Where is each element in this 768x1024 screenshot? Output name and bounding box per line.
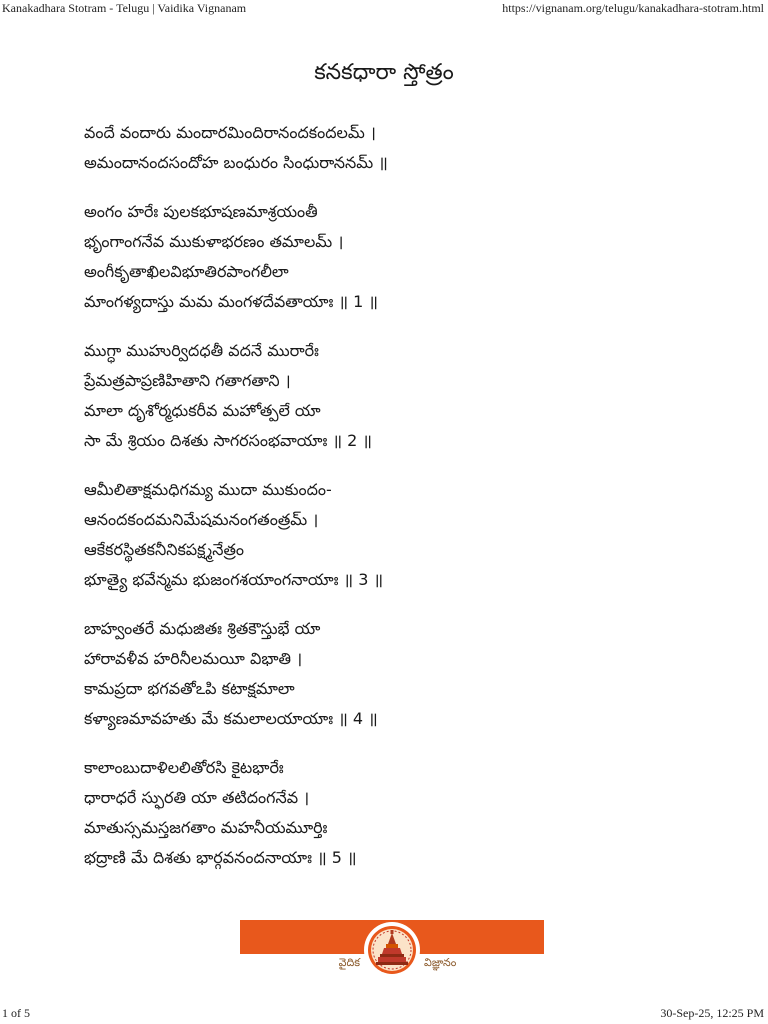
- stanza: [84, 614, 704, 734]
- print-header: [0, 0, 768, 18]
- print-page-url[interactable]: https://vignanam.org/telugu/kanakadhara-stotram.html: [502, 1, 764, 15]
- verse-line: భద్రాణి మే దిశతు భార్గవనందనాయాః ॥ 5 ॥: [84, 848, 357, 867]
- verse-line: ఆకేకరస్థితకనీనికపక్ష్మనేత్రం: [84, 540, 245, 559]
- document-title: కనకధారా స్తోత్రం: [314, 60, 454, 85]
- verse-line: భూత్యై భవేన్మమ భుజంగశయాంగనాయాః ॥ 3 ॥: [84, 570, 384, 589]
- verse-line: అమందానందసందోహ బంధురం సింధురాననమ్ ॥: [84, 153, 388, 172]
- page-number: 1 of 5: [2, 1006, 30, 1020]
- stanza: [84, 118, 704, 178]
- stanza: [84, 753, 704, 873]
- print-datetime: 30-Sep-25, 12:25 PM: [660, 1006, 764, 1020]
- verse-line: మాతుస్సమస్తజగతాం మహనీయమూర్తిః: [84, 818, 328, 837]
- verse-line: ధారాధరే స్ఫురతి యా తటిదంగనేవ ।: [84, 788, 310, 807]
- verse-line: ముగ్ధా ముహుర్విదధతీ వదనే మురారేః: [84, 341, 319, 360]
- verse-line: అంగీకృతాఖిలవిభూతిరపాంగలీలా: [84, 262, 289, 281]
- verse-line: సా మే శ్రియం దిశతు సాగరసంభవాయాః ॥ 2 ॥: [84, 431, 372, 450]
- temple-logo-icon: [366, 924, 418, 976]
- verse-line: వందే వందారు మందారమిందిరానందకందలమ్ ।: [84, 123, 376, 142]
- verse-line: కళ్యాణమావహతు మే కమలాలయాయాః ॥ 4 ॥: [84, 709, 378, 728]
- verse-line: అంగం హరేః పులకభూషణమాశ్రయంతీ: [84, 202, 318, 221]
- verse-line: మాలా దృశోర్మధుకరీవ మహోత్పలే యా: [84, 401, 321, 420]
- stanza: [84, 475, 704, 595]
- verse-line: కాలాంబుదాళిలలితోరసి కైటభారేః: [84, 758, 284, 777]
- verse-line: కామప్రదా భగవతోఽపి కటాక్షమాలా: [84, 679, 295, 698]
- print-footer: [0, 1006, 768, 1024]
- banner-right-label: విజ్ఞానం: [424, 956, 457, 969]
- verse-line: ఆనందకందమనిమేషమనంగతంత్రమ్ ।: [84, 510, 319, 529]
- verse-line: హారావళీవ హరినీలమయీ విభాతి ।: [84, 649, 303, 668]
- verse-line: మాంగళ్యదాస్తు మమ మంగళదేవతాయాః ॥ 1 ॥: [84, 292, 378, 311]
- stanza: [84, 336, 704, 456]
- banner-left-label: వైదిక: [338, 956, 360, 969]
- verse-line: ఆమీలితాక్షమధిగమ్య ముదా ముకుందం-: [84, 480, 332, 499]
- stotram-body: [84, 118, 704, 892]
- print-page-title: Kanakadhara Stotram - Telugu | Vaidika Vignanam: [2, 1, 247, 15]
- verse-line: భృంగాంగనేవ ముకుళాభరణం తమాలమ్ ।: [84, 232, 344, 251]
- stanza: [84, 197, 704, 317]
- site-banner[interactable]: [240, 920, 544, 978]
- verse-line: బాహ్వంతరే మధుజితః శ్రితకౌస్తుభే యా: [84, 619, 321, 638]
- verse-line: ప్రేమత్రపాప్రణిహితాని గతాగతాని ।: [84, 371, 291, 390]
